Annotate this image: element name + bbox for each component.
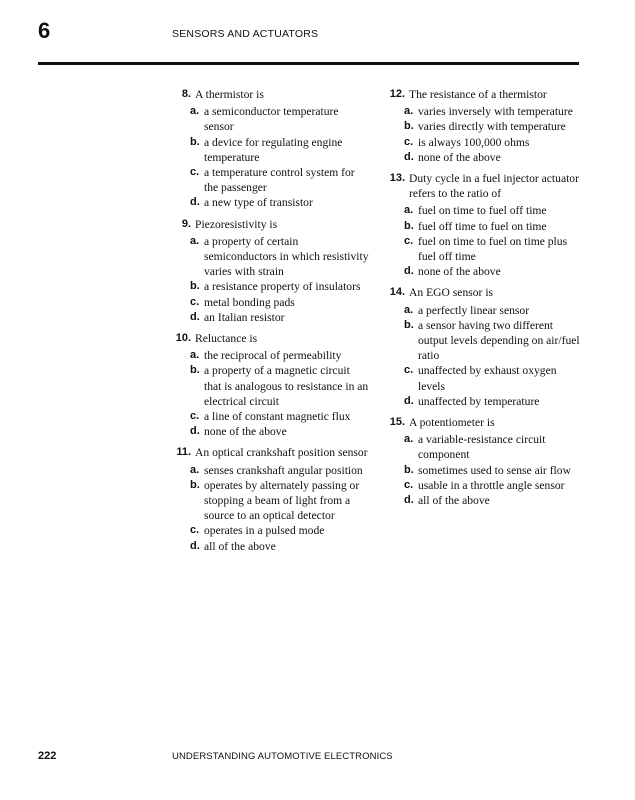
option-letter: c. <box>190 410 200 423</box>
option-letter: a. <box>404 204 414 217</box>
answer-option <box>170 310 370 325</box>
question-stem <box>170 445 370 460</box>
question-item <box>170 87 370 211</box>
answer-options <box>384 303 580 409</box>
answer-option <box>170 523 370 538</box>
question-number: 12. <box>389 88 405 100</box>
answer-option <box>384 318 580 364</box>
answer-options <box>170 104 370 210</box>
option-letter: d. <box>404 394 414 407</box>
option-text: unaffected by temperature <box>418 394 540 408</box>
option-letter: a. <box>190 349 200 362</box>
question-text: A potentiometer is <box>409 416 495 430</box>
option-text: unaffected by exhaust oxygen levels <box>418 364 557 393</box>
option-letter: b. <box>190 478 200 491</box>
option-text: operates in a pulsed mode <box>204 524 325 538</box>
option-letter: c. <box>404 234 414 247</box>
answer-option <box>170 348 370 363</box>
answer-option <box>170 363 370 409</box>
answer-option <box>384 135 580 150</box>
question-stem <box>384 285 580 300</box>
chapter-number: 6 <box>38 18 51 43</box>
question-item <box>384 285 580 409</box>
answer-option <box>170 478 370 524</box>
header-rule <box>38 62 579 65</box>
left-question-column <box>170 87 370 560</box>
question-item <box>170 217 370 325</box>
question-item <box>170 445 370 553</box>
option-text: all of the above <box>418 494 490 508</box>
option-letter: d. <box>404 494 414 507</box>
answer-options <box>170 348 370 439</box>
option-text: a temperature control system for the passenger <box>204 166 355 195</box>
book-title: UNDERSTANDING AUTOMOTIVE ELECTRONICS <box>172 751 393 762</box>
question-stem <box>170 87 370 102</box>
option-letter: d. <box>190 425 200 438</box>
option-letter: a. <box>190 105 200 118</box>
answer-option <box>170 234 370 280</box>
answer-options <box>384 203 580 279</box>
option-text: all of the above <box>204 539 276 553</box>
option-letter: b. <box>190 364 200 377</box>
option-letter: c. <box>404 478 414 491</box>
question-item <box>170 331 370 439</box>
answer-option <box>384 432 580 462</box>
option-text: varies inversely with temperature <box>418 105 573 119</box>
option-text: is always 100,000 ohms <box>418 135 530 149</box>
answer-option <box>384 234 580 264</box>
option-text: a line of constant magnetic flux <box>204 410 351 424</box>
answer-option <box>170 195 370 210</box>
option-text: a perfectly linear sensor <box>418 303 530 317</box>
question-stem <box>170 217 370 232</box>
option-letter: d. <box>190 196 200 209</box>
answer-options <box>170 463 370 554</box>
right-question-column <box>384 87 580 514</box>
option-text: a variable-resistance circuit component <box>418 433 546 462</box>
option-text: a property of certain semiconductors in which resistivity varies with strain <box>204 234 369 279</box>
option-text: none of the above <box>418 150 501 164</box>
answer-option <box>384 478 580 493</box>
option-text: senses crankshaft angular position <box>204 463 363 477</box>
question-item <box>384 415 580 508</box>
option-letter: d. <box>404 265 414 278</box>
answer-option <box>384 394 580 409</box>
option-text: fuel on time to fuel off time <box>418 204 547 218</box>
question-number: 15. <box>389 416 405 429</box>
answer-option <box>384 264 580 279</box>
answer-option <box>384 303 580 318</box>
option-text: varies directly with temperature <box>418 120 566 134</box>
option-text: a semiconductor temperature sensor <box>204 105 339 134</box>
option-text: the reciprocal of permeability <box>204 349 342 363</box>
option-text: a new type of transistor <box>204 196 313 210</box>
option-letter: a. <box>190 463 200 476</box>
option-letter: c. <box>190 524 200 537</box>
answer-option <box>384 104 580 119</box>
option-text: metal bonding pads <box>204 295 295 309</box>
option-text: an Italian resistor <box>204 310 285 324</box>
option-letter: c. <box>190 295 200 308</box>
answer-option <box>384 363 580 393</box>
option-text: fuel off time to fuel on time <box>418 219 547 233</box>
question-number: 14. <box>389 286 405 299</box>
question-text: Duty cycle in a fuel injector actuator refers to the ratio of <box>409 172 579 201</box>
question-stem <box>384 87 580 102</box>
option-text: operates by alternately passing or stopping a beam of light from a source to an optical detector <box>204 478 360 523</box>
question-text: The resistance of a thermistor <box>409 88 547 101</box>
question-number: 10. <box>175 332 191 345</box>
option-text: a property of a magnetic circuit that is analogous to resistance in an electrical circuit <box>204 364 369 408</box>
option-letter: c. <box>404 135 414 148</box>
answer-option <box>170 409 370 424</box>
question-item <box>384 87 580 165</box>
answer-option <box>170 279 370 294</box>
answer-option <box>384 203 580 218</box>
question-text: Reluctance is <box>195 332 258 346</box>
answer-option <box>170 135 370 165</box>
answer-option <box>170 539 370 554</box>
answer-option <box>170 295 370 310</box>
answer-option <box>384 463 580 478</box>
option-text: none of the above <box>204 425 287 439</box>
option-text: a device for regulating engine temperature <box>204 135 343 164</box>
option-letter: b. <box>404 219 414 232</box>
option-letter: a. <box>404 105 414 118</box>
option-letter: d. <box>404 150 414 163</box>
question-number: 11. <box>176 446 191 459</box>
question-stem <box>384 415 580 430</box>
option-letter: b. <box>404 318 414 331</box>
answer-option <box>170 165 370 195</box>
answer-option <box>384 493 580 508</box>
question-number: 8. <box>181 88 191 100</box>
page-number: 222 <box>38 750 57 762</box>
answer-options <box>384 104 580 165</box>
option-text: usable in a throttle angle sensor <box>418 478 565 492</box>
option-text: none of the above <box>418 265 501 279</box>
question-text: An optical crankshaft position sensor <box>195 446 368 460</box>
answer-option <box>170 424 370 439</box>
option-letter: b. <box>190 135 200 148</box>
option-text: a sensor having two different output levels depending on air/fuel ratio <box>418 318 580 363</box>
question-text: Piezoresistivity is <box>195 217 278 231</box>
answer-options <box>384 432 580 508</box>
answer-option <box>384 150 580 165</box>
option-text: fuel on time to fuel on time plus fuel off time <box>418 234 568 264</box>
option-text: sometimes used to sense air flow <box>418 463 571 477</box>
answer-option <box>170 104 370 134</box>
question-text: An EGO sensor is <box>409 286 494 300</box>
question-stem <box>170 331 370 346</box>
chapter-title: SENSORS AND ACTUATORS <box>172 28 319 40</box>
option-text: a resistance property of insulators <box>204 280 361 294</box>
answer-option <box>384 219 580 234</box>
answer-options <box>170 234 370 325</box>
question-item <box>384 171 580 279</box>
option-letter: b. <box>404 120 414 133</box>
question-text: A thermistor is <box>195 88 264 101</box>
question-number: 13. <box>389 172 405 185</box>
option-letter: c. <box>190 166 200 179</box>
option-letter: b. <box>190 280 200 293</box>
answer-option <box>384 119 580 134</box>
option-letter: d. <box>190 310 200 323</box>
option-letter: a. <box>404 303 414 316</box>
option-letter: d. <box>190 539 200 552</box>
option-letter: b. <box>404 463 414 476</box>
question-stem <box>384 171 580 201</box>
option-letter: a. <box>190 234 200 247</box>
answer-option <box>170 463 370 478</box>
option-letter: c. <box>404 364 414 377</box>
question-number: 9. <box>181 217 191 230</box>
option-letter: a. <box>404 433 414 446</box>
